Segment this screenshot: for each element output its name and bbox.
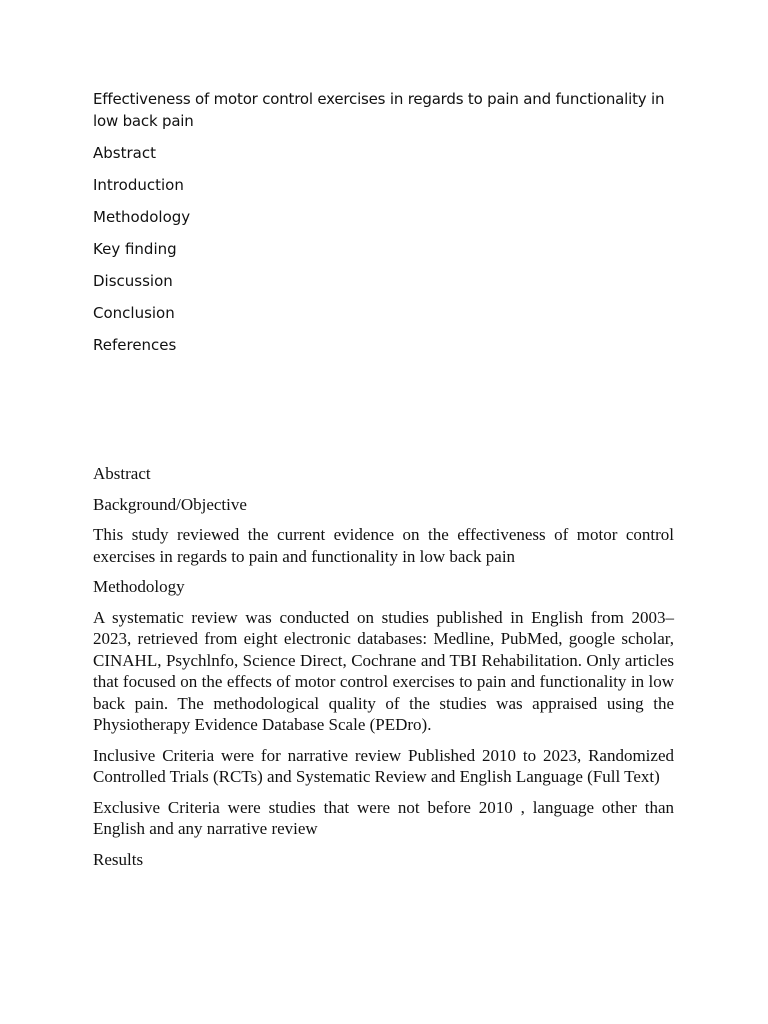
- toc-item-methodology: Methodology: [93, 208, 191, 226]
- abstract-section: [93, 463, 674, 879]
- toc-item-key-finding: Key finding: [93, 240, 177, 258]
- inclusive-criteria-paragraph: Inclusive Criteria were for narrative review Published 2010 to 2023, Randomized Controlled Trials (RCTs) and Systematic Review and English Language (Full Text): [93, 745, 674, 786]
- results-heading: Results: [93, 849, 144, 869]
- toc-item-introduction: Introduction: [93, 176, 184, 194]
- methodology-paragraph: A systematic review was conducted on studies published in English from 2003–2023, retrieved from eight electronic databases: Medline, PubMed, google scholar, CINAHL, Psychlnfo, Science Direct, Cochrane and TBI Rehabilitation. Only articles that focused on the effects of motor control exercises to pain and functionality in low back pain. The methodological quality of the studies was appraised using the Physiotherapy Evidence Database Scale (PEDro).: [93, 607, 674, 734]
- table-of-contents: [93, 88, 674, 366]
- toc-item-references: References: [93, 336, 177, 354]
- methodology-heading: Methodology: [93, 577, 185, 596]
- document-title: Effectiveness of motor control exercises in regards to pain and functionality in low back pain: [93, 90, 665, 130]
- abstract-heading: Abstract: [93, 464, 151, 483]
- background-paragraph: This study reviewed the current evidence on the effectiveness of motor control exercises in regards to pain and functionality in low back pain: [93, 525, 674, 566]
- toc-item-conclusion: Conclusion: [93, 304, 175, 322]
- background-heading: Background/Objective: [93, 494, 247, 514]
- toc-item-discussion: Discussion: [93, 272, 173, 290]
- toc-item-abstract: Abstract: [93, 144, 156, 162]
- exclusive-criteria-paragraph: Exclusive Criteria were studies that were not before 2010 , language other than English and any narrative review: [93, 797, 674, 838]
